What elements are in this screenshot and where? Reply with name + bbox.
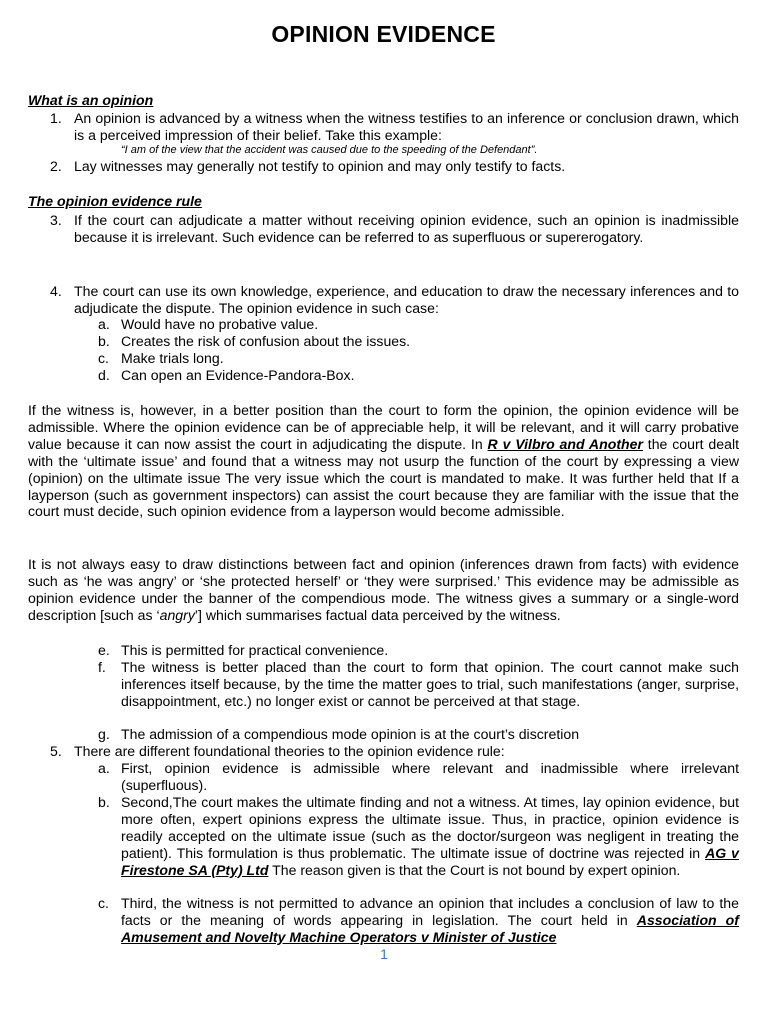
sub-text: Third, the witness is not permitted to advance an opinion that includes a conclusion of law to the facts or the meaning of words appearing in legislation. The court held in [121, 895, 739, 928]
list-item-5 [50, 743, 739, 760]
sub-letter: d. [98, 367, 110, 383]
sub-text: First, opinion evidence is admissible where relevant and inadmissible where irrelevant (superfluous). [121, 760, 739, 793]
sub-item-d [98, 367, 739, 384]
section-heading-what-is-opinion: What is an opinion [28, 92, 154, 108]
list-item-text: Lay witnesses may generally not testify to opinion and may only testify to facts. [74, 158, 566, 174]
page-title: OPINION EVIDENCE [271, 21, 496, 47]
sub-text: The admission of a compendious mode opinion is at the court’s discretion [121, 726, 580, 742]
list-item-3 [50, 212, 739, 246]
sub-letter: g. [98, 726, 110, 742]
sub-text: Second,The court makes the ultimate finding and not a witness. At times, lay opinion evidence, but more often, expert opinions express the ultimate issue. Thus, in practice, opinion evidence is readily accepted on the ultimate issue (such as the doctor/surgeon was negligent in treating the patient). This formulation is thus problematic. The ultimate issue of doctrine was rejected in [121, 794, 739, 861]
paragraph-fact-vs-opinion [28, 556, 739, 624]
sub-item-b [98, 333, 739, 350]
list-item-text: There are different foundational theories to the opinion evidence rule: [74, 743, 505, 759]
sub-text: Would have no probative value. [121, 316, 319, 332]
list-number: 2. [50, 158, 62, 174]
list-item-1 [50, 110, 739, 144]
sub-item-g [98, 726, 739, 743]
list-item-2 [50, 158, 739, 175]
paragraph-text: It is not always easy to draw distinctions between fact and opinion (inferences drawn from facts) with evidence such as ‘he was angry’ or ‘she protected herself’ or ‘they were surprised.’ This evidence may be admissible as opinion evidence under the banner of the compendious mode. The witness gives a summary or a single-word description [such as ‘ [28, 556, 739, 623]
sub-item-5c [98, 895, 739, 946]
sub-item-f [98, 659, 739, 710]
list-item-text: The court can use its own knowledge, experience, and education to draw the necessary inferences and to adjudicate the dispute. The opinion evidence in such case: [74, 283, 739, 316]
sub-text: Can open an Evidence-Pandora-Box. [121, 367, 355, 383]
list-number: 3. [50, 212, 62, 228]
list-number: 4. [50, 283, 62, 299]
example-quote: “I am of the view that the accident was caused due to the speeding of the Defendant”. [121, 144, 538, 156]
list-item-text: If the court can adjudicate a matter without receiving opinion evidence, such an opinion is inadmissible because it is irrelevant. Such evidence can be referred to as superfluous or supererogatory. [74, 212, 739, 245]
sub-item-c [98, 350, 739, 367]
sub-text: Creates the risk of confusion about the issues. [121, 333, 411, 349]
section-heading-opinion-rule: The opinion evidence rule [28, 193, 202, 209]
sub-letter: a. [98, 316, 110, 332]
sub-item-5a [98, 760, 739, 794]
sub-letter: e. [98, 642, 110, 658]
sub-item-e [98, 642, 739, 659]
sub-text: The witness is better placed than the court to form that opinion. The court cannot make such inferences itself because, by the time the matter goes to trial, such manifestations (anger, surprise, disappointment, etc.) no longer exist or cannot be perceived at that stage. [121, 659, 739, 709]
list-item-4 [50, 283, 739, 317]
case-citation-vilbro: R v Vilbro and Another [487, 435, 643, 452]
sub-letter: b. [98, 794, 110, 810]
sub-text: Make trials long. [121, 350, 224, 366]
emphasis-angry: angry [159, 606, 195, 623]
case-citation-firestone: AG v Firestone SA (Pty) Ltd [121, 844, 739, 878]
sub-letter: c. [98, 895, 109, 911]
sub-text: The reason given is that the Court is not bound by expert opinion. [268, 861, 681, 878]
paragraph-better-position [28, 402, 739, 520]
page-number: 1 [380, 946, 388, 962]
sub-text: This is permitted for practical convenience. [121, 642, 389, 658]
list-number: 1. [50, 110, 62, 126]
sub-item-5b [98, 794, 739, 879]
sub-letter: a. [98, 760, 110, 776]
sub-item-a [98, 316, 739, 333]
sub-letter: f. [98, 659, 106, 675]
case-citation-association: Association of Amusement and Novelty Machine Operators v Minister of Justice [121, 911, 739, 945]
sub-letter: c. [98, 350, 109, 366]
paragraph-text: If the witness is, however, in a better position than the court to form the opinion, the opinion evidence will be admissible. Where the opinion evidence can be of appreciable help, it will be relevant, and it will carry probative value because it can now assist the court in adjudicating the dispute. In [28, 402, 739, 452]
list-number: 5. [50, 743, 62, 759]
sub-letter: b. [98, 333, 110, 349]
paragraph-text: ’] which summarises factual data perceived by the witness. [194, 606, 561, 623]
list-item-text: An opinion is advanced by a witness when the witness testifies to an inference or conclusion drawn, which is a perceived impression of their belief. Take this example: [74, 110, 739, 143]
paragraph-text: the court dealt with the ‘ultimate issue’ and found that a witness may not usurp the function of the court by expressing a view (opinion) on the ultimate issue The very issue which the court is mandated to make. It was further held that If a layperson (such as government inspectors) can assist the court because they are familiar with the issue that the court must decide, such opinion evidence from a layperson would become admissible. [28, 435, 739, 520]
